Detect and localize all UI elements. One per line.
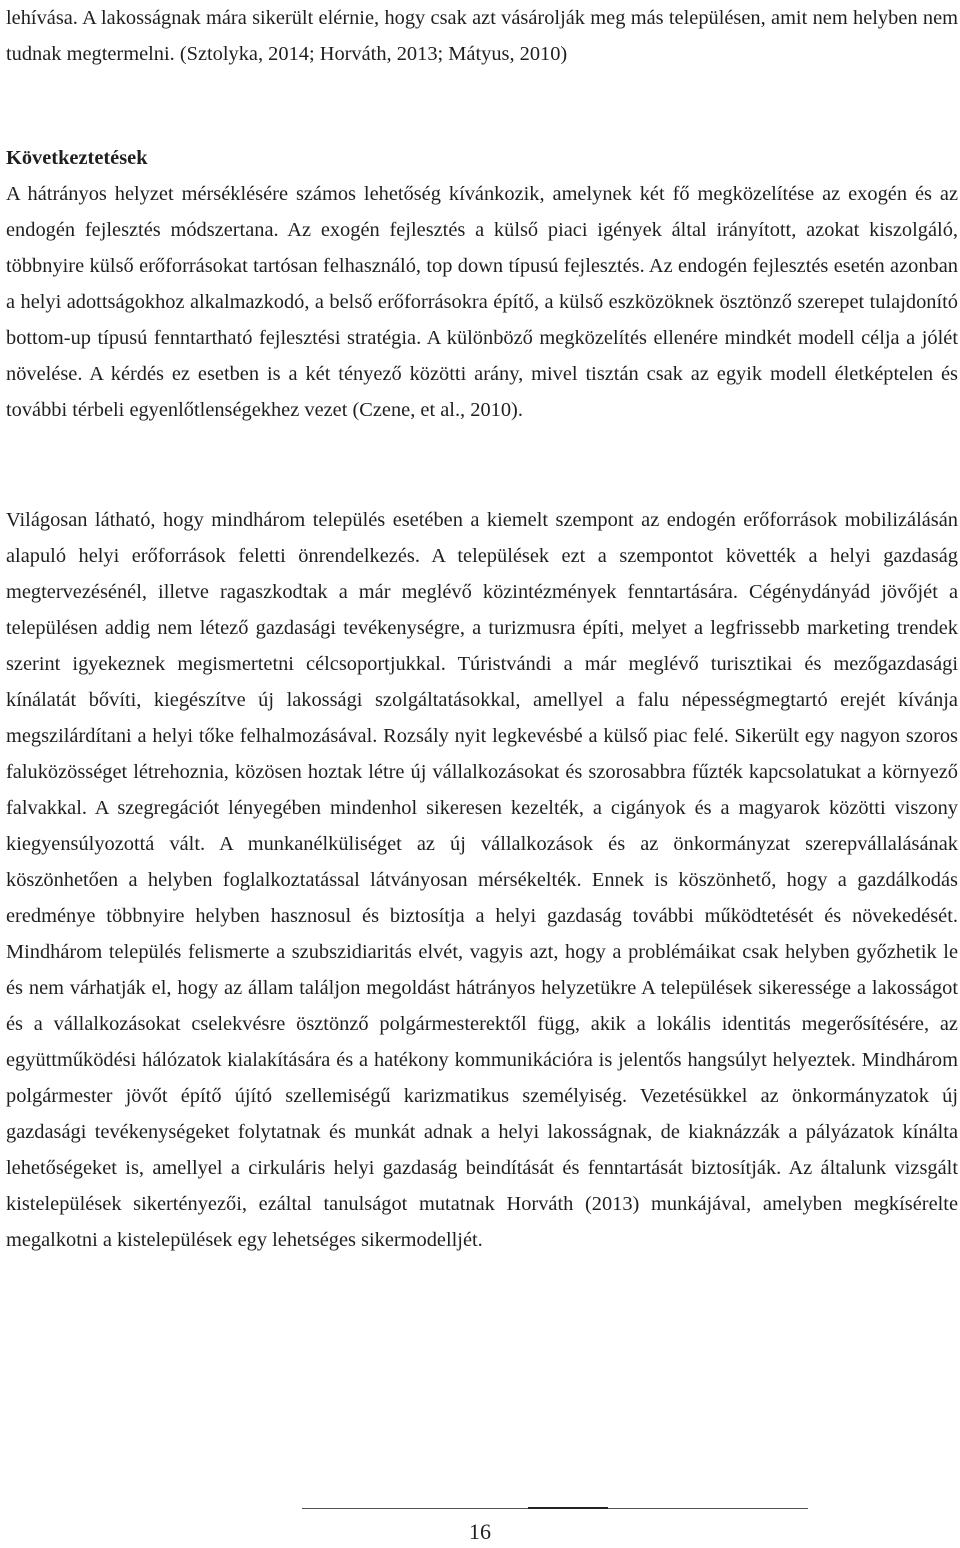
paragraph-conclusions-2: Világosan látható, hogy mindhárom település esetében a kiemelt szempont az endogén erőforrások mobilizálásán alapuló helyi erőforrások feletti önrendelkezés. A települések ezt a szempontot követték a helyi gazdaság megtervezésénél, illetve ragaszkodtak a már meglévő közintézmények fenntartására. Cégénydányád jövőjét a településen addig nem létező gazdasági tevékenységre, a turizmusra építi, melyet a legfrissebb marketing trendek szerint igyekeznek megismertetni célcsoportjukkal. Túristvándi a már meglévő turisztikai és mezőgazdasági kínálatát bővíti, kiegészítve új lakossági szolgáltatásokkal, amellyel a falu népességmegtartó erejét kívánja megszilárdítani a helyi tőke felhalmozásával. Rozsály nyit legkevésbé a külső piac felé. Sikerült egy nagyon szoros faluközösséget létrehoznia, közösen hoztak létre új vállalkozásokat és szorosabbra fűzték kapcsolatukat a környező falvakkal. A szegregációt lényegében mindenhol sikeresen kezelték, a cigányok és a magyarok közötti viszony kiegyensúlyozottá vált. A munkanélküliséget az új vállalkozások és az önkormányzat szerepvállalásának köszönhetően a helyben foglalkoztatással látványosan mérsékelték. Ennek is köszönhető, hogy a gazdálkodás eredménye többnyire helyben hasznosul és biztosítja a helyi gazdaság további működtetését és növekedését. Mindhárom település felismerte a szubszidiaritás elvét, vagyis azt, hogy a problémáikat csak helyben győzhetik le és nem várhatják el, hogy az állam találjon megoldást hátrányos helyzetükre A települések sikeressége a lakosságot és a vállalkozásokat cselekvésre ösztönző polgármesterektől függ, akik a lokális identitás megerősítésére, az együttműködési hálózatok kialakítására és a hatékony kommunikációra is jelentős hangsúlyt helyeztek. Mindhárom polgármester jövőt építő újító szellemiségű karizmatikus személyiség. Vezetésükkel az önkormányzatok új gazdasági tevékenységeket folytatnak és munkát adnak a helyi lakosságnak, de kiaknázzák a pályázatok kínálta lehetőségeket is, amellyel a cirkuláris helyi gazdaság beindítását és fenntartását biztosítják. Az általunk vizsgált kistelepülések sikertényezői, ezáltal tanulságot mutatnak Horváth (2013) munkájával, amelyben megkísérelte megalkotni a kistelepülések egy lehetséges sikermodelljét.: [6, 509, 958, 1251]
footer-rule-accent: [528, 1507, 608, 1509]
paragraph-conclusions-1: A hátrányos helyzet mérséklésére számos lehetőség kívánkozik, amelynek két fő megközelítése az exogén és az endogén fejlesztés módszertana. Az exogén fejlesztés a külső piaci igények által irányított, azokat kiszolgáló, többnyire külső erőforrásokat tartósan felhasználó, top down típusú fejlesztés. Az endogén fejlesztés esetén azonban a helyi adottságokhoz alkalmazkodó, a belső erőforrásokra építő, a külső eszközöknek ösztönző szerepet tulajdonító bottom-up típusú fenntartható fejlesztési stratégia. A különböző megközelítés ellenére mindkét modell célja a jólét növelése. A kérdés ez esetben is a két tényező közötti arány, mivel tisztán csak az egyik modell életképtelen és további térbeli egyenlőtlenségekhez vezet (Czene, et al., 2010).: [6, 183, 958, 421]
section-heading: Következtetések: [6, 147, 148, 169]
paragraph-intro: lehívása. A lakosságnak mára sikerült elérnie, hogy csak azt vásárolják meg más településen, amit nem helyben nem tudnak megtermelni. (Sztolyka, 2014; Horváth, 2013; Mátyus, 2010): [6, 7, 958, 65]
page-number: 16: [469, 1519, 491, 1544]
